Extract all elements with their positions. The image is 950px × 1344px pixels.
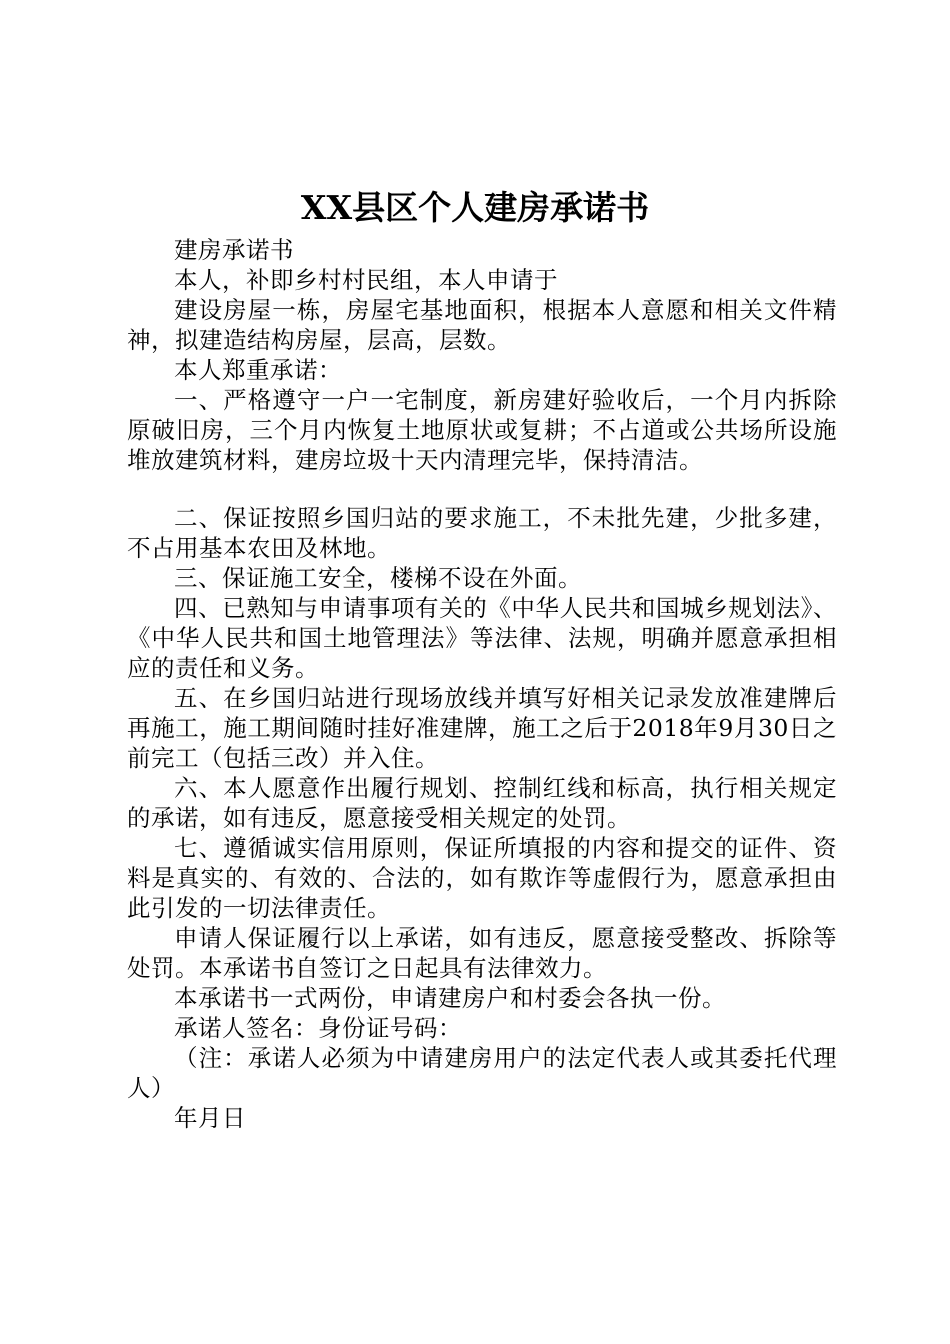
paragraph-guarantee: 申请人保证履行以上承诺，如有违反，愿意接受整改、拆除等处罚。本承诺书自签订之日起具有法律效力。: [127, 924, 837, 982]
paragraph-item-7: 七、遵循诚实信用原则，保证所填报的内容和提交的证件、资料是真实的、有效的、合法的，如有欺诈等虚假行为，愿意承担由此引发的一切法律责任。: [127, 834, 837, 922]
paragraph-item-2: 二、保证按照乡国归站的要求施工，不未批先建，少批多建，不占用基本农田及林地。: [127, 504, 837, 562]
paragraph-heading: 建房承诺书: [174, 236, 294, 264]
paragraph-note: （注：承诺人必须为中请建房用户的法定代表人或其委托代理人）: [127, 1044, 837, 1102]
paragraph-item-6: 六、本人愿意作出履行规划、控制红线和标高，执行相关规定的承诺，如有违反，愿意接受相关规定的处罚。: [127, 774, 837, 832]
document-title: XX县区个人建房承诺书: [300, 188, 650, 227]
paragraph-solemn-promise: 本人郑重承诺：: [174, 356, 342, 384]
paragraph-item-1: 一、严格遵守一户一宅制度，新房建好验收后，一个月内拆除原破旧房，三个月内恢复土地原状或复耕；不占道或公共场所设施堆放建筑材料，建房垃圾十天内清理完毕，保持清洁。: [127, 386, 837, 474]
paragraph-applicant: 本人，补即乡村村民组，本人申请于: [174, 266, 558, 294]
paragraph-copies: 本承诺书一式两份，申请建房户和村委会各执一份。: [174, 984, 726, 1012]
document-body: [127, 235, 837, 1133]
paragraph-date: 年月日: [174, 1104, 246, 1132]
paragraph-signature: 承诺人签名：身份证号码：: [174, 1014, 462, 1042]
paragraph-item-4: 四、已熟知与申请事项有关的《中华人民共和国城乡规划法》、《中华人民共和国土地管理法》等法律、法规，明确并愿意承担相应的责任和义务。: [127, 594, 837, 682]
paragraph-item-5: 五、在乡国归站进行现场放线并填写好相关记录发放准建牌后再施工，施工期间随时挂好准建牌，施工之后于2018年9月30日之前完工（包括三改）并入住。: [127, 684, 837, 772]
paragraph-building-info: 建设房屋一栋，房屋宅基地面积，根据本人意愿和相关文件精神，拟建造结构房屋，层高，层数。: [127, 296, 837, 354]
paragraph-item-3: 三、保证施工安全，楼梯不设在外面。: [174, 564, 582, 592]
